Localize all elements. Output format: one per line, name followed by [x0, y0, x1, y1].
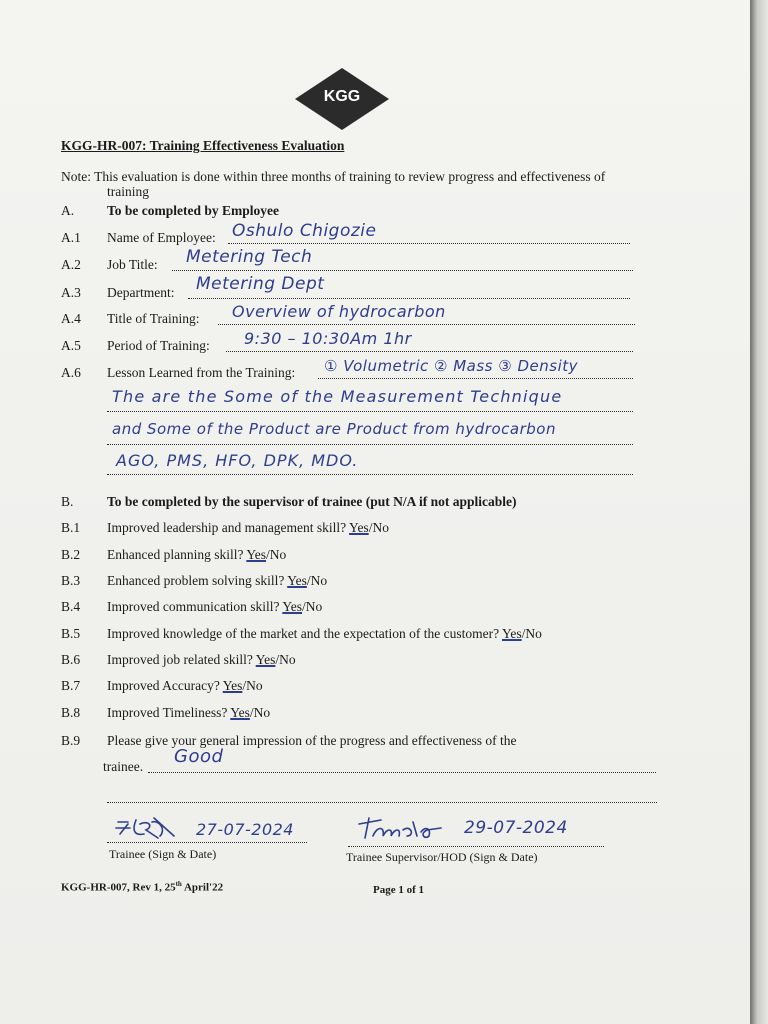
- question-text: Improved leadership and management skill?: [107, 520, 347, 535]
- trainee-label: trainee.: [103, 759, 144, 774]
- answer-yes[interactable]: Yes: [230, 705, 250, 720]
- field-number-a3: A.3: [61, 285, 81, 300]
- answer-yes[interactable]: Yes: [255, 652, 276, 667]
- answer-yes[interactable]: Yes: [349, 520, 369, 535]
- kgg-logo: [294, 67, 390, 131]
- note-line-2: training: [107, 184, 149, 199]
- question-b1: [107, 520, 389, 536]
- answer-no[interactable]: /No: [242, 678, 263, 693]
- section-a-number: A.: [61, 203, 75, 218]
- section-a-heading: To be completed by Employee: [107, 203, 279, 218]
- question-number-b6: B.6: [61, 652, 81, 667]
- question-number-b9: B.9: [61, 733, 81, 748]
- note-line-1: Note: This evaluation is done within three months of training to review progress and effectiveness of: [61, 169, 606, 184]
- answer-no[interactable]: /No: [249, 705, 271, 720]
- question-number-b8: B.8: [61, 705, 81, 720]
- answer-no[interactable]: /No: [521, 626, 542, 641]
- question-text: Enhanced problem solving skill?: [107, 573, 285, 588]
- field-number-a4: A.4: [61, 311, 81, 326]
- question-number-b4: B.4: [61, 599, 81, 614]
- field-label-training-period: Period of Training:: [107, 338, 210, 353]
- supervisor-sign-caption: Trainee Supervisor/HOD (Sign & Date): [346, 850, 538, 864]
- question-b5: [107, 626, 542, 642]
- supervisor-sign-line: [348, 846, 604, 847]
- section-b-heading: To be completed by the supervisor of trainee (put N/A if not applicable): [107, 494, 517, 509]
- field-label-department: Department:: [107, 285, 175, 300]
- field-value-training-title[interactable]: Overview of hydrocarbon: [232, 302, 446, 321]
- field-number-a2: A.2: [61, 257, 81, 272]
- question-text: Improved Accuracy?: [107, 678, 220, 693]
- question-number-b1: B.1: [61, 520, 81, 535]
- field-line-department: [188, 298, 630, 299]
- field-value-name[interactable]: Oshulo Chigozie: [232, 221, 377, 241]
- question-text: Improved communication skill?: [107, 599, 280, 614]
- answer-yes[interactable]: Yes: [246, 547, 266, 562]
- field-line-training-title: [218, 324, 635, 325]
- logo-text: KGG: [323, 88, 361, 105]
- lesson-line-2: [107, 444, 633, 445]
- page-edge: [750, 0, 768, 1024]
- impression-answer[interactable]: Good: [174, 746, 224, 767]
- answer-yes[interactable]: Yes: [287, 573, 307, 588]
- field-label-name: Name of Employee:: [107, 230, 216, 245]
- answer-no[interactable]: /No: [275, 652, 296, 667]
- question-number-b5: B.5: [61, 626, 81, 641]
- supervisor-signature[interactable]: [355, 814, 445, 844]
- document-title: KGG-HR-007: Training Effectiveness Evaluation: [61, 138, 345, 153]
- page-number: Page 1 of 1: [373, 884, 425, 896]
- section-b-number: B.: [61, 494, 74, 509]
- supervisor-sign-date[interactable]: 29-07-2024: [464, 818, 568, 838]
- question-b3: [107, 573, 327, 589]
- question-b8: [107, 705, 270, 721]
- document-reference: KGG-HR-007, Rev 1, 25th April'22: [61, 880, 224, 894]
- field-label-training-title: Title of Training:: [107, 311, 200, 326]
- lesson-line-3: [107, 474, 633, 475]
- field-value-job-title[interactable]: Metering Tech: [186, 247, 313, 267]
- field-line-training-period: [226, 351, 633, 352]
- trainee-sign-caption: Trainee (Sign & Date): [109, 847, 217, 861]
- answer-yes[interactable]: Yes: [501, 626, 522, 641]
- answer-no[interactable]: /No: [306, 573, 328, 588]
- field-line-name: [228, 243, 630, 244]
- lesson-text-2[interactable]: and Some of the Product are Product from hydrocarbon: [112, 420, 556, 438]
- question-b9: Please give your general impression of the progress and effectiveness of the: [107, 733, 517, 748]
- question-number-b2: B.2: [61, 547, 81, 562]
- question-b4: [107, 599, 322, 615]
- field-number-a1: A.1: [61, 230, 81, 245]
- question-number-b3: B.3: [61, 573, 81, 588]
- trainee-sign-date[interactable]: 27-07-2024: [196, 820, 294, 839]
- evaluation-note: [61, 169, 701, 199]
- question-number-b7: B.7: [61, 678, 81, 693]
- lesson-line-1: [107, 411, 633, 412]
- lesson-text-1[interactable]: The are the Some of the Measurement Technique: [112, 387, 563, 406]
- impression-line-1: [148, 772, 656, 773]
- field-number-a5: A.5: [61, 338, 81, 353]
- question-b2: [107, 547, 286, 563]
- trainee-signature[interactable]: [114, 816, 184, 842]
- answer-no[interactable]: /No: [302, 599, 323, 614]
- question-b7: [107, 678, 263, 694]
- field-line-lesson-learned: [318, 378, 633, 379]
- lesson-text-3[interactable]: AGO, PMS, HFO, DPK, MDO.: [116, 451, 359, 470]
- field-value-training-period[interactable]: 9:30 – 10:30Am 1hr: [244, 329, 412, 348]
- question-text: Improved job related skill?: [107, 652, 253, 667]
- field-line-job-title: [172, 270, 633, 271]
- answer-no[interactable]: /No: [266, 547, 287, 562]
- question-text: Improved Timeliness?: [107, 705, 228, 720]
- field-label-job-title: Job Title:: [107, 257, 158, 272]
- question-b6: [107, 652, 296, 668]
- field-label-lesson-learned: Lesson Learned from the Training:: [107, 365, 296, 380]
- answer-yes[interactable]: Yes: [222, 678, 243, 693]
- trainee-sign-line: [107, 842, 307, 843]
- answer-yes[interactable]: Yes: [282, 599, 302, 614]
- field-number-a6: A.6: [61, 365, 81, 380]
- impression-line-2: [107, 802, 657, 803]
- question-text: Improved knowledge of the market and the expectation of the customer?: [107, 626, 500, 641]
- question-text: Enhanced planning skill?: [107, 547, 244, 562]
- answer-no[interactable]: /No: [368, 520, 389, 535]
- field-value-department[interactable]: Metering Dept: [196, 274, 325, 294]
- field-value-lesson-learned[interactable]: ① Volumetric ② Mass ③ Density: [324, 357, 579, 375]
